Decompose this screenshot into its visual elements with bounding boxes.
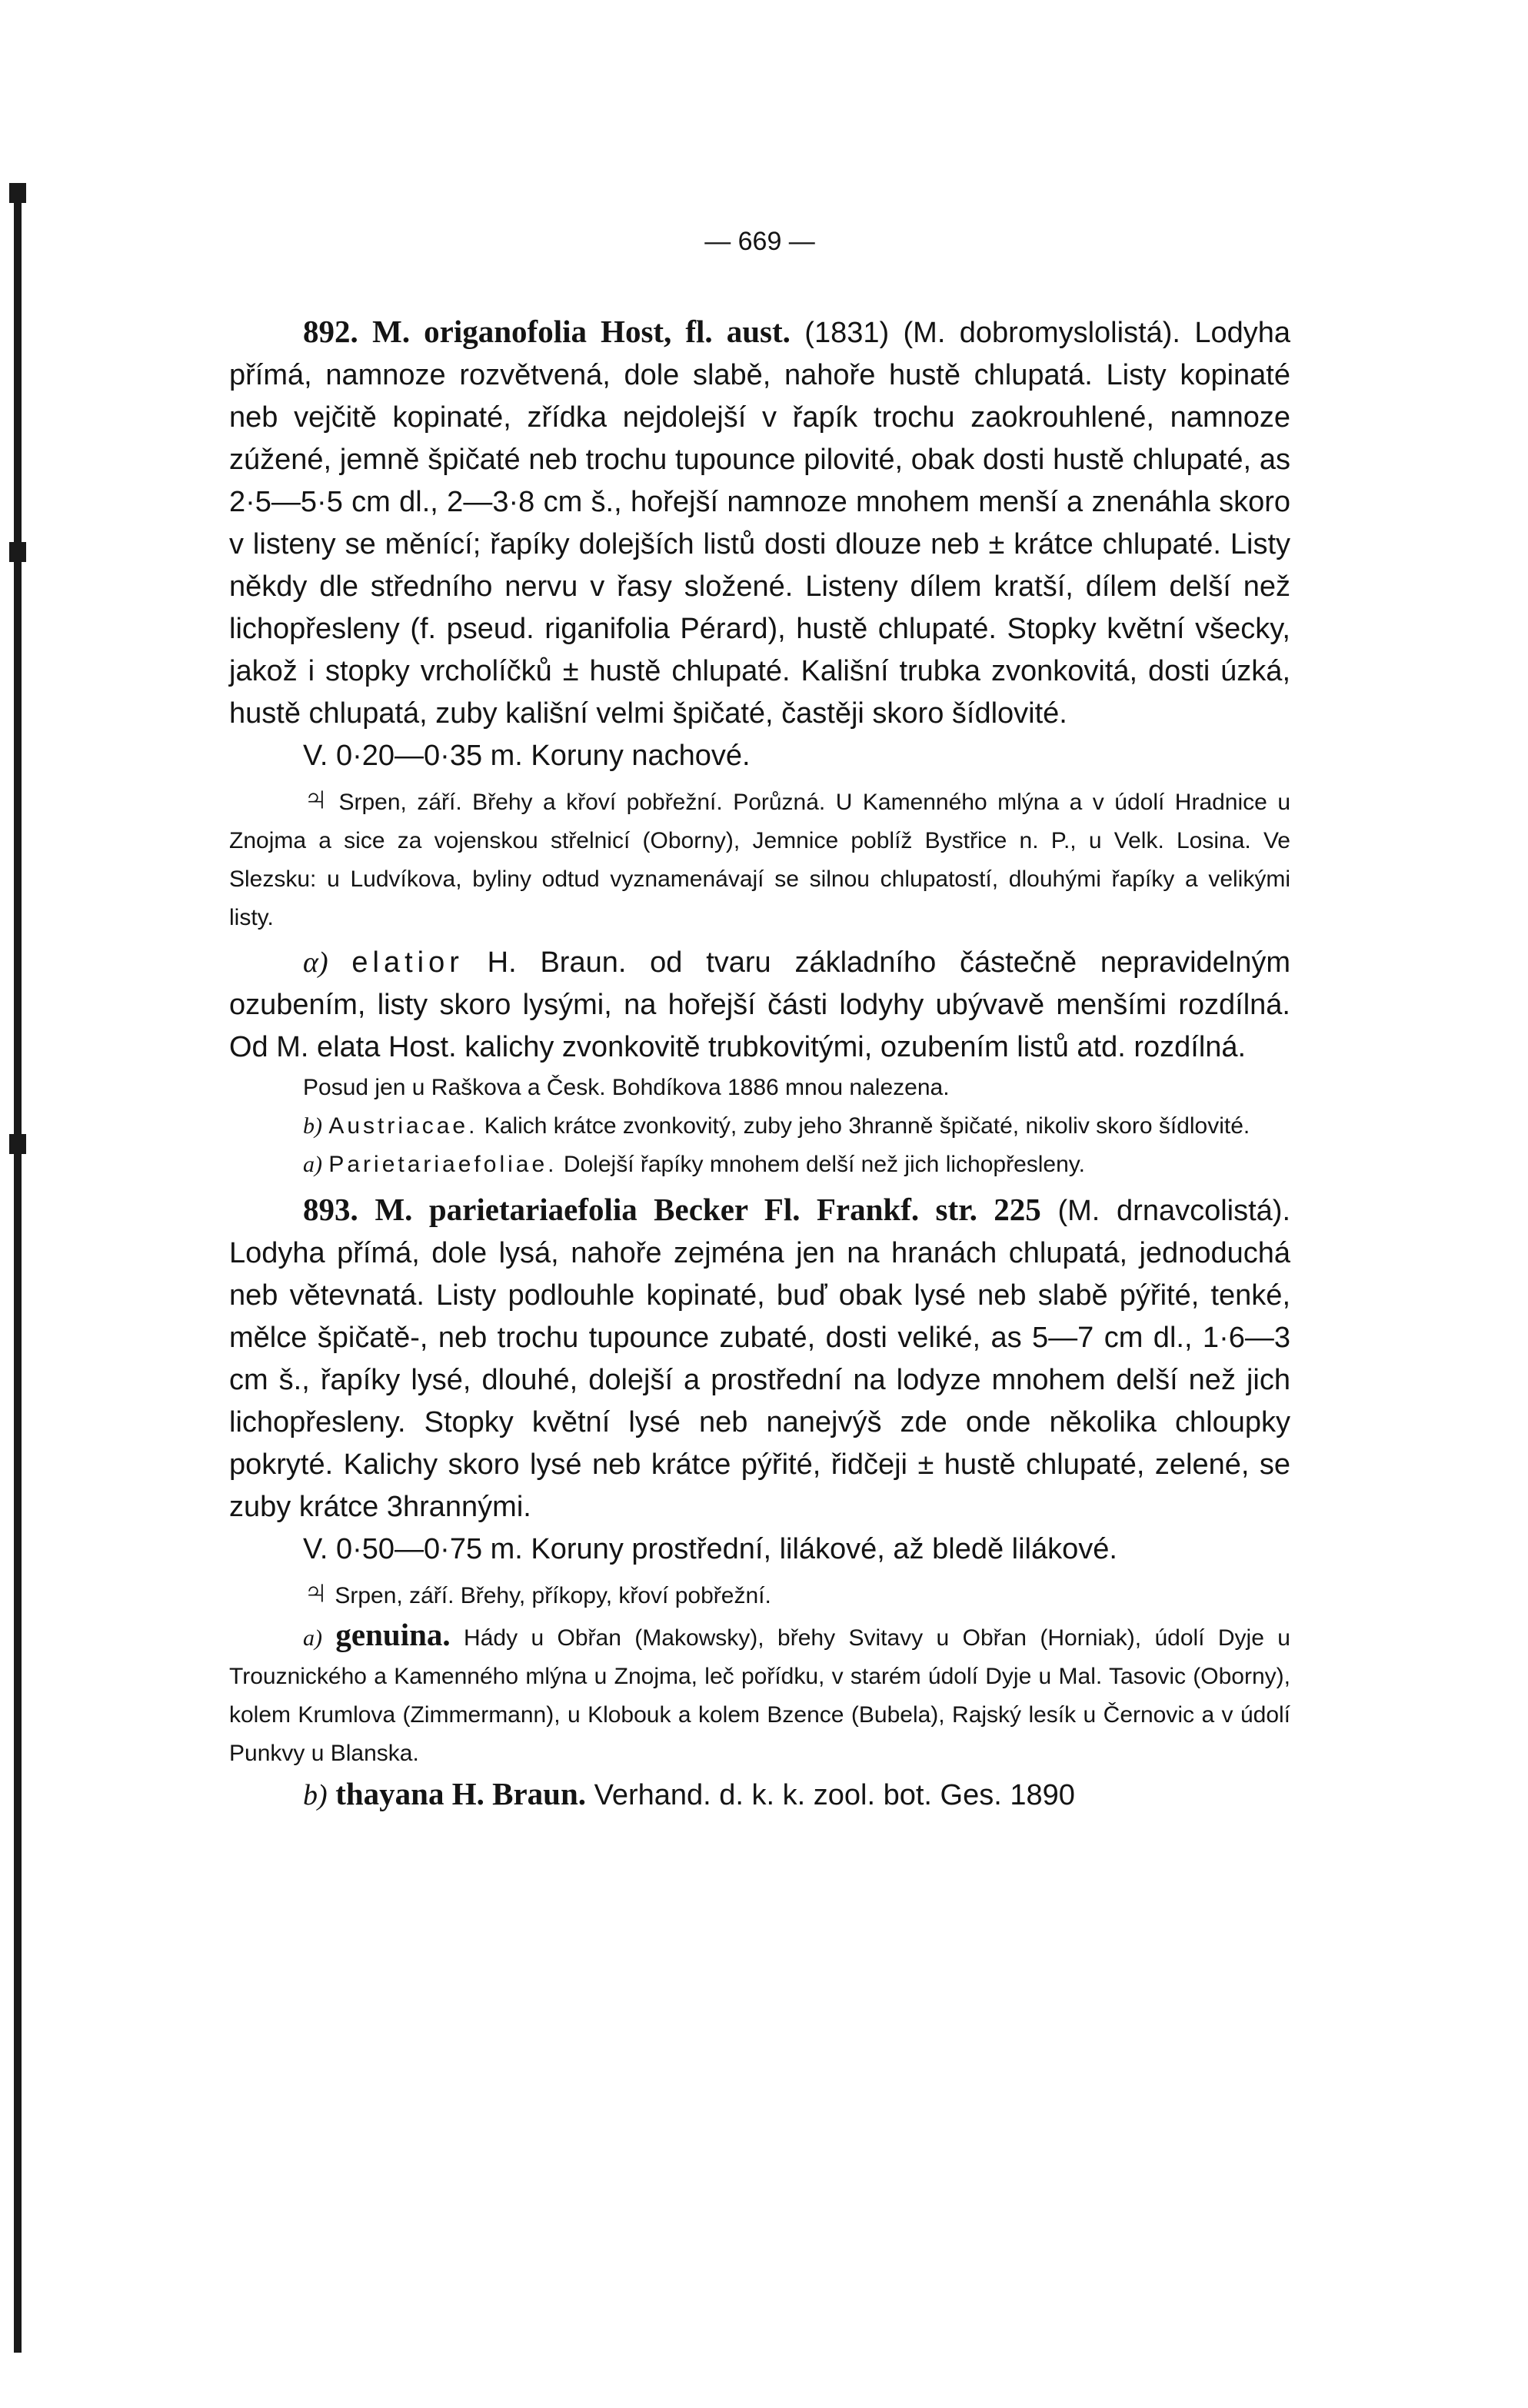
margin-notch-lower: [9, 1134, 26, 1154]
variety-a-label: a): [303, 1625, 322, 1651]
entry-892-description: [229, 311, 1290, 735]
entry-892-group-a: [229, 1146, 1290, 1184]
entry-892-variety-alpha-note: Posud jen u Raškova a Česk. Bohdíkova 1886 mnou nalezena.: [303, 1075, 950, 1100]
entry-893-variety-b: [229, 1773, 1290, 1817]
variety-b-label: b): [303, 1779, 328, 1811]
group-b-label: b): [303, 1113, 322, 1139]
variety-b-text: Verhand. d. k. k. zool. bot. Ges. 1890: [594, 1779, 1075, 1811]
group-a-name: Parietariaefoliae.: [328, 1152, 558, 1177]
margin-notch-middle: [9, 542, 26, 562]
variety-a-name: genuina.: [335, 1617, 451, 1652]
group-b-text: Kalich krátce zvonkovitý, zuby jeho 3hranně špičaté, nikoliv skoro šídlovité.: [484, 1113, 1250, 1139]
group-a-label: a): [303, 1152, 322, 1177]
entry-893-number: 893.: [303, 1192, 358, 1227]
group-b-name: Austriacae.: [328, 1113, 478, 1139]
entry-893-description: [229, 1189, 1290, 1528]
entry-892-habitat-text: Srpen, září. Břehy a křoví pobřežní. Porůzná. U Kamenného mlýna a v údolí Hradnice u Znojma a sice za vojenskou střelnicí (Oborny), Jemnice poblíž Bystřice n. P., u Velk. Losina. Ve Slezsku: u Ludvíkova, byliny odtud vyznamenávají se silnou chlupatostí, dlouhými řapíky a velikými listy.: [229, 790, 1291, 930]
variety-b-name: thayana H. Braun.: [335, 1776, 587, 1811]
entry-893-habitat: [229, 1575, 1290, 1615]
group-a-text: Dolejší řapíky mnohem delší než jich lichopřesleny.: [563, 1152, 1085, 1177]
entry-892-number: 892.: [303, 314, 358, 349]
variety-alpha-text: H. Braun. od tvaru základního částečně nepravidelným ozubením, listy skoro lysými, na hořejší části lodyhy ubývavě menšími rozdílná. Od M. elata Host. kalichy zvonkovitě trubkovitými, ozubením listů atd. rozdílná.: [229, 946, 1291, 1063]
entry-892-habitat: [229, 782, 1290, 937]
perennial-symbol-icon: ♃: [303, 780, 328, 817]
margin-notch-top: [9, 183, 26, 203]
entry-892-height-line: V. 0·20—0·35 m. Koruny nachové.: [303, 740, 751, 772]
entry-892-name: M. origanofolia Host, fl. aust.: [372, 314, 791, 349]
variety-alpha-name: elatior: [351, 946, 464, 979]
binding-margin-rule: [14, 185, 22, 2353]
perennial-symbol-icon: ♃: [303, 1573, 328, 1611]
entry-892-group-b: [229, 1107, 1290, 1146]
entry-893-height-line: V. 0·50—0·75 m. Koruny prostřední, lilákové, až bledě lilákové.: [303, 1533, 1117, 1565]
variety-alpha-label: α): [303, 946, 328, 979]
entry-892-variety-alpha: [229, 942, 1290, 1069]
page-text: [229, 227, 1290, 1817]
variety-a-text: Hády u Obřan (Makowsky), břehy Svitavy u Obřan (Horniak), údolí Dyje u Trouznického a Kamenného mlýna u Znojma, leč pořídku, v starém údolí Dyje u Mal. Tasovic (Oborny), kolem Krumlova (Zimmermann), u Klobouk a kolem Bzence (Bubela), Rajský lesík u Černovic a v údolí Punkvy u Blanska.: [229, 1625, 1290, 1766]
entry-892-text: (1831) (M. dobromyslolistá). Lodyha přímá, namnoze rozvětvená, dole slabě, nahoře hustě chlupatá. Listy kopinaté neb vejčitě kopinaté, zřídka nejdolejší v řapík trochu zaokrouhlené, namnoze zúžené, jemně špičaté neb trochu tupounce pilovité, obak dosti hustě chlupaté, as 2·5—5·5 cm dl., 2—3·8 cm š., hořejší namnoze mnohem menší a znenáhla skoro v listeny se měnící; řapíky dolejších listů dosti dlouze neb ± krátce chlupaté. Listy někdy dle středního nervu v řasy složené. Listeny dílem kratší, dílem delší než lichopřesleny (f. pseud. riganifolia Pérard), hustě chlupaté. Stopky květní všecky, jakož i stopky vrcholíčků ± hustě chlupaté. Kališní trubka zvonkovitá, dosti úzká, hustě chlupatá, zuby kališní velmi špičaté, častěji skoro šídlovité.: [229, 317, 1291, 730]
page-number: — 669 —: [704, 227, 815, 256]
entry-893-variety-a: [229, 1615, 1290, 1773]
entry-893-habitat-text: Srpen, září. Břehy, příkopy, křoví pobřežní.: [335, 1583, 771, 1608]
entry-893-name: M. parietariaefolia Becker Fl. Frankf. str. 225: [375, 1192, 1041, 1227]
entry-893-text: (M. drnavcolistá). Lodyha přímá, dole lysá, nahoře zejména jen na hranách chlupatá, jednoduchá neb větevnatá. Listy podlouhle kopinaté, buď obak lysé neb slabě pýřité, tenké, mělce špičatě-, neb trochu tupounce zubaté, dosti veliké, as 5—7 cm dl., 1·6—3 cm š., řapíky lysé, dlouhé, dolejší a prostřední na lodyze mnohem delší než jich lichopřesleny. Stopky květní lysé neb nanejvýš zde onde několika chloupky pokryté. Kalichy skoro lysé neb krátce pýřité, řidčeji ± hustě chlupaté, zelené, se zuby krátce 3hrannými.: [229, 1195, 1291, 1523]
